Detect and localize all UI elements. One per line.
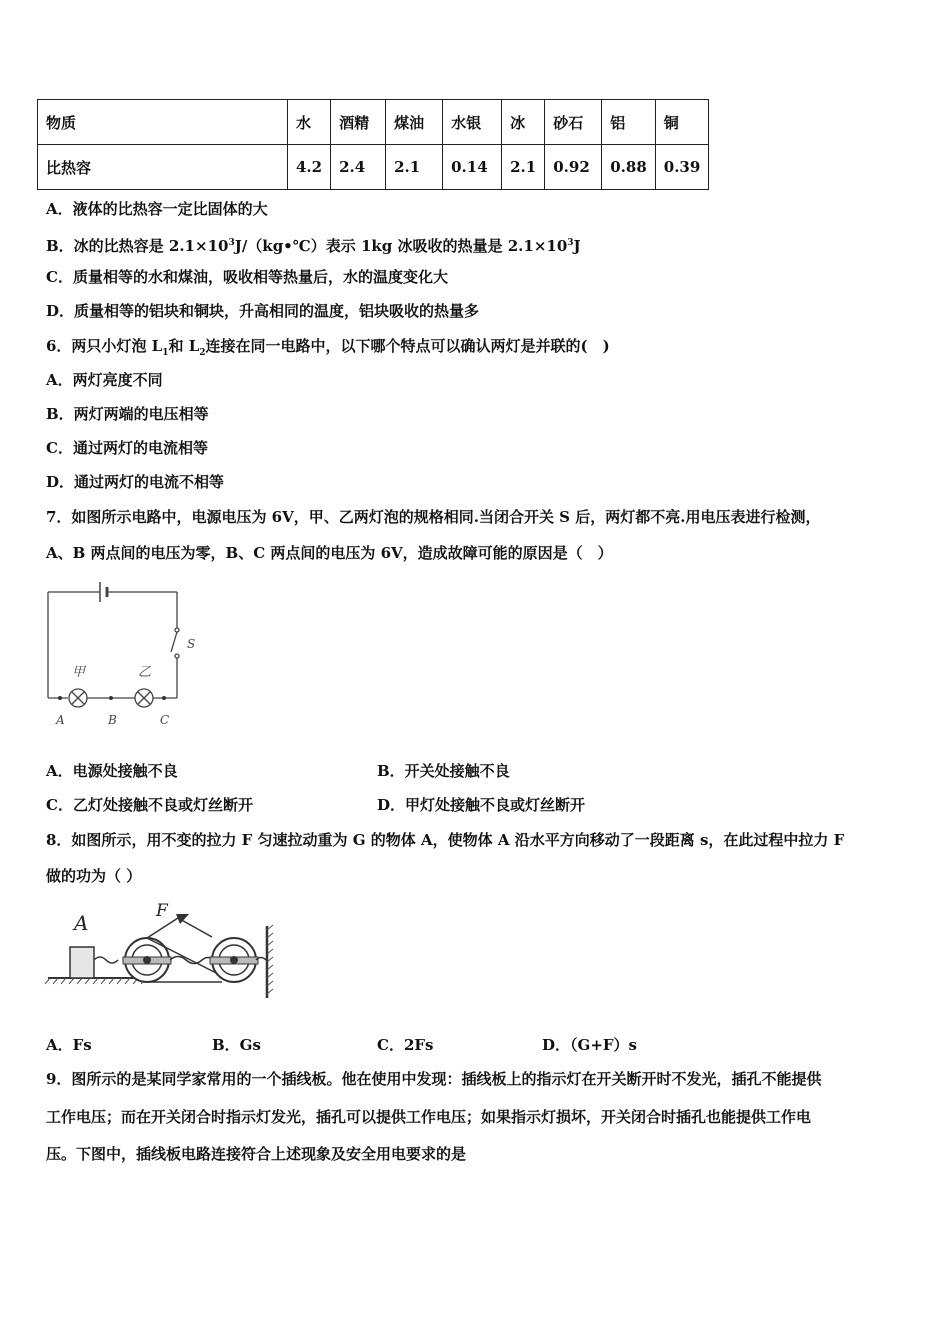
table-cell: 2.1 — [502, 145, 545, 190]
q7-option-a: A．电源处接触不良 — [46, 762, 178, 780]
table-cell: 2.1 — [386, 145, 443, 190]
switch-contact — [175, 654, 179, 658]
switch-label: S — [187, 637, 196, 651]
hook — [94, 957, 118, 963]
switch-contact — [175, 628, 179, 632]
lamp-yi-label: 乙 — [138, 665, 152, 680]
force-line — [147, 918, 178, 938]
q6-stem-text-2: 和 L — [168, 337, 200, 355]
right-pulley-axle — [230, 956, 238, 964]
point-a-label: A — [56, 713, 65, 727]
table-cell: 铜 — [655, 100, 709, 145]
q6-option-a: A．两灯亮度不同 — [46, 371, 163, 389]
table-cell: 0.88 — [602, 145, 656, 190]
q5-option-b — [46, 233, 581, 256]
wall-hook — [256, 958, 266, 961]
q7-option-c: C．乙灯处接触不良或灯丝断开 — [46, 796, 253, 814]
table-cell: 砂石 — [545, 100, 602, 145]
q8-option-d: D．（G+F）s — [542, 1036, 637, 1054]
q6-option-b: B．两灯两端的电压相等 — [46, 405, 209, 423]
q8-option-a: A．Fs — [46, 1036, 92, 1054]
q9-stem-line-2: 工作电压；而在开关闭合时指示灯发光，插孔可以提供工作电压；如果指示灯损坏，开关闭合时插孔也能提供工作电 — [46, 1108, 812, 1126]
point-a-dot — [58, 696, 62, 700]
table-cell: 物质 — [38, 100, 288, 145]
q5-option-b-exponent-2: 3 — [567, 238, 574, 248]
table-cell: 0.14 — [443, 145, 502, 190]
block-a — [70, 947, 94, 978]
table-row — [38, 100, 709, 145]
point-b-dot — [109, 696, 113, 700]
force-label: F — [156, 901, 168, 921]
table-cell: 铝 — [602, 100, 656, 145]
table-cell: 4.2 — [288, 145, 331, 190]
point-c-dot — [162, 696, 166, 700]
q9-stem-line-3: 压。下图中，插线板电路连接符合上述现象及安全用电要求的是 — [46, 1145, 467, 1163]
q8-stem-line-2: 做的功为（ ） — [46, 867, 142, 885]
q7-stem-line-2: A、B 两点间的电压为零，B、C 两点间的电压为 6V，造成故障可能的原因是（ ） — [46, 544, 613, 562]
q6-subscript-2: 2 — [199, 348, 206, 358]
q5-option-b-text-3: J — [573, 237, 581, 255]
q7-option-d: D．甲灯处接触不良或灯丝断开 — [377, 796, 586, 814]
specific-heat-table — [37, 99, 709, 190]
table-cell: 0.92 — [545, 145, 602, 190]
table-cell: 比热容 — [38, 145, 288, 190]
q9-stem-line-1: 9．图所示的是某同学家常用的一个插线板。他在使用中发现：插线板上的指示灯在开关断开时不发光，插孔不能提供 — [46, 1070, 822, 1088]
table-cell: 煤油 — [386, 100, 443, 145]
q7-circuit-diagram — [40, 580, 215, 730]
table-cell: 冰 — [502, 100, 545, 145]
q5-option-b-exponent-1: 3 — [228, 238, 235, 248]
block-a-label: A — [74, 911, 89, 935]
q6-stem-text-3: 连接在同一电路中，以下哪个特点可以确认两灯是并联的( ) — [205, 337, 610, 355]
q7-stem-line-1: 7．如图所示电路中，电源电压为 6V，甲、乙两灯泡的规格相同.当闭合开关 S 后，两灯都不亮.用电压表进行检测， — [46, 508, 821, 526]
lamp-jia-label: 甲 — [72, 665, 86, 680]
left-pulley-axle — [143, 956, 151, 964]
q6-stem-text-1: 6．两只小灯泡 L — [46, 337, 163, 355]
q6-subscript-1: 1 — [162, 348, 169, 358]
q8-pulley-diagram — [44, 898, 284, 1003]
q8-option-b: B．Gs — [212, 1036, 261, 1054]
q5-option-d: D．质量相等的铝块和铜块，升高相同的温度，铝块吸收的热量多 — [46, 302, 480, 320]
table-row — [38, 145, 709, 190]
q5-option-b-text-1: B．冰的比热容是 2.1×10 — [46, 237, 229, 255]
q6-option-c: C．通过两灯的电流相等 — [46, 439, 208, 457]
force-line — [178, 918, 212, 937]
table-cell: 酒精 — [331, 100, 386, 145]
table-cell: 水银 — [443, 100, 502, 145]
q6-option-d: D．通过两灯的电流不相等 — [46, 473, 225, 491]
q7-option-b: B．开关处接触不良 — [377, 762, 510, 780]
q5-option-a: A．液体的比热容一定比固体的大 — [46, 200, 268, 218]
q8-stem-line-1: 8．如图所示，用不变的拉力 F 匀速拉动重为 G 的物体 A，使物体 A 沿水平方向移动了一段距离 s，在此过程中拉力 F — [46, 831, 845, 849]
q5-option-c: C．质量相等的水和煤油，吸收相等热量后，水的温度变化大 — [46, 268, 448, 286]
table-cell: 0.39 — [655, 145, 709, 190]
q8-option-c: C．2Fs — [377, 1036, 434, 1054]
table-cell: 水 — [288, 100, 331, 145]
point-b-label: B — [108, 713, 117, 727]
q6-stem — [46, 336, 610, 363]
table-cell: 2.4 — [331, 145, 386, 190]
q5-option-b-text-2: J/（kg•℃）表示 1kg 冰吸收的热量是 2.1×10 — [234, 237, 568, 255]
point-c-label: C — [160, 713, 170, 727]
switch-lever — [171, 632, 177, 652]
